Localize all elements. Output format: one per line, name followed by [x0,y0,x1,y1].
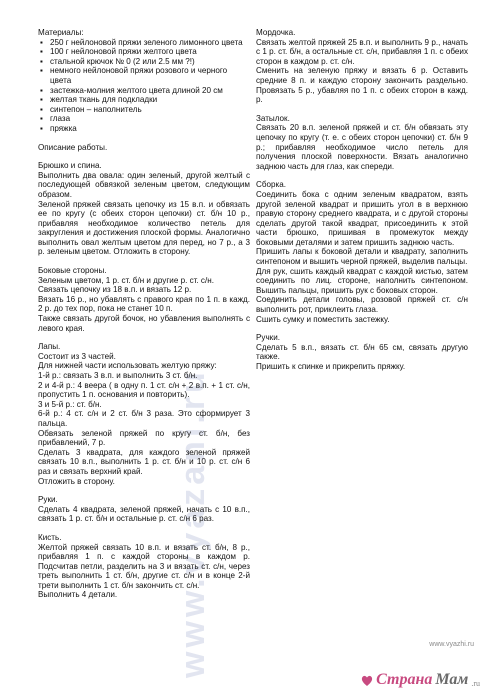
strap-title: Ручки. [256,333,280,343]
sides-paragraph: Зеленым цветом, 1 р. ст. б/н и другие р. ст. с/н. [38,275,214,285]
assembly-paragraph: Соединить детали головы, розовой пряжей ст. с/н выполнить рот, приклеить глаза. [256,295,468,315]
nape-title: Затылок. [256,113,290,123]
strap-paragraph: Сделать 5 в.п., вязать ст. б/н 65 см, связать другую также. [256,342,468,362]
sides-paragraph: Также связать другой бочок, но убавления выполнять с левого края. [38,314,250,333]
arms-title: Руки. [38,495,58,505]
logo-text-primary: Страна [376,671,433,688]
paws-paragraph: 1-й р.: связать 3 в.п. и выполнить 3 ст. б/н. [38,371,198,380]
muzzle-paragraph: Связать желтой пряжей 25 в.п. и выполнить 9 р., начать с 1 р. ст. б/н, а остальные ст. с/н, прибавляя 1 п. с обеих сторон в каждом р. ст. с/н. [256,37,468,66]
watermark: www.vyazani.ru [174,368,212,678]
description-title: Описание работы. [38,142,108,152]
logo-text-secondary: Мам [435,671,469,688]
site-url-small: www.vyazhi.ru [429,641,474,648]
list-item: ▪ глаза [38,114,250,124]
list-item: ▪ желтая ткань для подкладки [38,95,250,105]
list-item: ▪ синтепон – наполнитель [38,105,250,115]
belly-title: Брюшко и спина. [38,161,102,171]
sides-paragraph: Связать цепочку из 18 в.п. и вязать 12 р. [38,285,192,295]
paws-paragraph: Обвязать зеленой пряжей по кругу ст. б/н, без прибавлений, 7 р. [38,428,250,448]
strap-paragraph: Пришить к спинке и прикрепить пряжку. [256,362,406,371]
arms-paragraph: Сделать 4 квадрата, зеленой пряжей, начать с 10 в.п., связать 1 р. ст. б/н и остальные р. ст. с/н 6 раз. [38,504,250,524]
list-item: ▪ стальной крючок № 0 (2 или 2.5 мм ?!) [38,57,250,67]
nape-paragraph: Связать 20 в.п. зеленой пряжей и ст. б/н обвязать эту цепочку по кругу (т. е. с обеих сторон цепочки) ст. б/н 9 р.; прибавляя необходимое число петель для получения плоской поверхности. Вязать аналогично заднюю часть для глаз, как спереди. [256,123,468,171]
belly-paragraph: Зеленой пряжей связать цепочку из 15 в.п. и обвязать ее по кругу (с обеих сторон цепочки) ст. б/н 10 р., прибавляя необходимое количество петель для закругления и достижения плоской формы. Аналогично выполнить овал желтым цветом для перед, но 7 р., а 3 р. зеленым цветом. Отложить в сторону. [38,199,250,257]
sides-paragraph: Вязать 16 р., но убавлять с правого края по 1 п. в кажд. 2 р. до тех пор, пока не станет 10 п. [38,294,250,314]
list-item: ▪ пряжка [38,124,250,134]
assembly-title: Сборка. [256,180,286,190]
hand-title: Кисть. [38,532,62,542]
paws-paragraph: Отложить в сторону. [38,476,115,486]
paws-title: Лапы. [38,342,61,352]
paws-paragraph: 6-й р.: 4 ст. с/н и 2 ст. б/н 3 раза. Это сформирует 3 пальца. [38,409,250,428]
muzzle-title: Мордочка. [256,28,296,37]
paws-paragraph: 3 и 5-й р.: ст. б/н. [38,399,102,409]
materials-title: Материалы: [38,28,84,37]
list-item: ▪ застежка-молния желтого цвета длиной 20 см [38,86,250,96]
site-logo [361,670,480,690]
paws-paragraph: 2 и 4-й р.: 4 веера ( в одну п. 1 ст. с/н + 2 в.п. + 1 ст. с/н, пропустить 1 п. основания и повторить). [38,380,250,400]
assembly-paragraph: Для рук, сшить каждый квадрат с каждой кистью, затем соединить по лиц. стороне, наполнить синтепоном. Вышить пальцы, пришить рук с боковых сторон. [256,266,468,295]
assembly-paragraph: Соединить бока с одним зеленым квадратом, взять другой зеленой квадрат и пришить угол в в верхнюю правую сторону среднего квадрата, и с другой стороны сделать другой такой квадрат, присоединить к этой части брюшко, пришивая в промежуток между боковыми деталями и затем пришить заднюю часть. [256,189,468,247]
belly-paragraph: Выполнить два овала: один зеленый, другой желтый с последующей обвязкой зеленым цветом, следующим образом. [38,170,250,199]
left-column [38,28,250,600]
sides-title: Боковые стороны. [38,266,107,276]
hand-paragraph: Выполнить 4 детали. [38,590,118,600]
paws-paragraph: Для нижней части использовать желтую пряжу: [38,361,217,371]
paws-paragraph: Сделать 3 квадрата, для каждого зеленой пряжей связать 10 в.п., выполнить 1 р. ст. б/н и 10 р. ст. с/н 6 раз и связать верхний край. [38,447,250,476]
right-column [256,28,468,372]
muzzle-paragraph: Сменить на зеленую пряжу и вязать 6 р. Оставить средние 8 п. и каждую сторону закончить раздельно. Провязать 5 р., убавляя по 1 п. с обеих сторон в кажд. р. [256,66,468,105]
list-item: ▪ 100 г нейлоновой пряжи желтого цвета [38,47,250,57]
logo-domain: .ru [471,678,480,688]
hand-paragraph: Желтой пряжей связать 10 в.п. и вязать ст. б/н, 8 р., прибавляя 1 п. с каждой стороны в каждом р. Подсчитав петли, разделить на 3 и вязать ст. с/н, через треть выполнить 1 ст. б/н, другие ст. с/н и в конце 2-й трети выполнить 1 ст. б/н закончить ст. с/н. [38,542,250,590]
materials-list [38,38,250,134]
list-item: ▪ немного нейлоновой пряжи розового и черного цвета [38,66,250,85]
paws-paragraph: Состоит из 3 частей. [38,351,116,361]
assembly-paragraph: Пришить лапы к боковой детали и квадрату, заполнить синтепоном и вышить черной пряжей, выделив пальцы. [256,247,468,267]
list-item: ▪ 250 г нейлоновой пряжи зеленого лимонного цвета [38,38,250,48]
heart-icon [361,673,373,687]
assembly-paragraph: Сшить сумку и поместить застежку. [256,314,390,324]
